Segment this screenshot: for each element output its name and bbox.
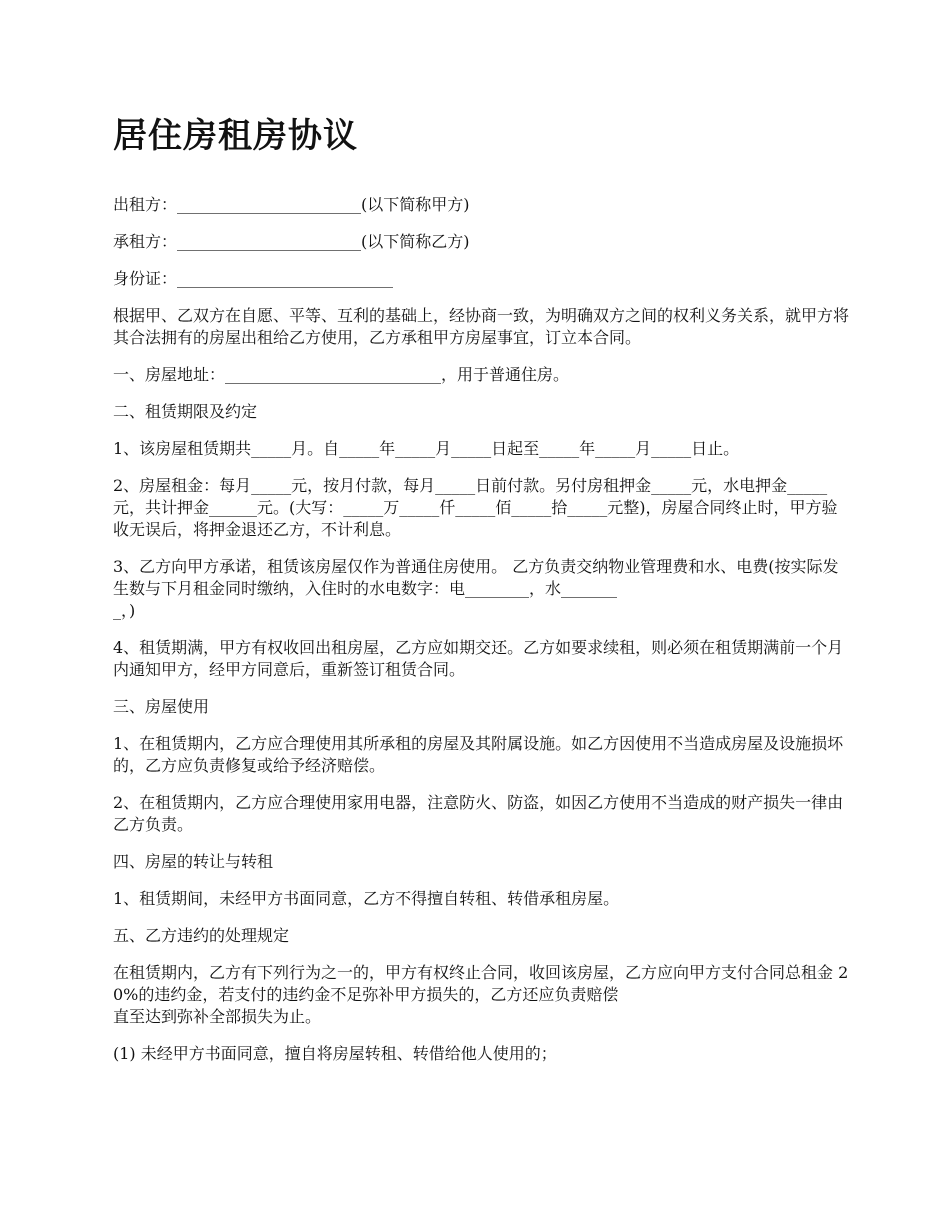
section-4-heading: 四、房屋的转让与转租 — [113, 852, 274, 871]
clause-4-1: 1、租赁期间，未经甲方书面同意，乙方不得擅自转租、转借承租房屋。 — [113, 889, 620, 908]
document-page — [113, 110, 853, 1080]
clause-2-1: 1、该房屋租赁期共_____月。自_____年_____月_____日起至_____年_____月_____日止。 — [113, 439, 740, 458]
lessor-line: 出租方：_______________________(以下简称甲方) — [113, 195, 470, 214]
preamble-paragraph: 根据甲、乙双方在自愿、平等、互利的基础上，经协商一致，为明确双方之间的权利义务关系，就甲方将其合法拥有的房屋出租给乙方使用，乙方承租甲方房屋事宜，订立本合同。 — [113, 306, 850, 347]
section-2-heading: 二、租赁期限及约定 — [113, 402, 258, 421]
document-title: 居住房租房协议 — [113, 116, 358, 156]
section-1-address: 一、房屋地址：___________________________，用于普通住房。 — [113, 365, 570, 384]
clause-2-3: 3、乙方向甲方承诺，租赁该房屋仅作为普通住房使用。 乙方负责交纳物业管理费和水、电费(按实际发生数与下月租金同时缴纳，入住时的水电数字：电________，水_______ _，) — [113, 557, 839, 620]
section-5-heading: 五、乙方违约的处理规定 — [113, 926, 290, 945]
clause-2-4: 4、租赁期满，甲方有权收回出租房屋，乙方应如期交还。乙方如要求续租，则必须在租赁期满前一个月内通知甲方，经甲方同意后，重新签订租赁合同。 — [113, 638, 844, 679]
section-3-heading: 三、房屋使用 — [113, 697, 210, 716]
clause-3-2: 2、在租赁期内，乙方应合理使用家用电器，注意防火、防盗，如因乙方使用不当造成的财产损失一律由乙方负责。 — [113, 793, 844, 834]
clause-2-2: 2、房屋租金：每月_____元，按月付款，每月_____日前付款。另付房租押金_____元，水电押金_____元，共计押金______元。(大写：_____万_____仟_____佰_____拾_____元整)，房屋合同终止时，甲方验收无误后，将押金退还乙方，不计利息。 — [113, 476, 838, 539]
clause-5-intro: 在租赁期内，乙方有下列行为之一的，甲方有权终止合同，收回该房屋，乙方应向甲方支付合同总租金 20%的违约金，若支付的违约金不足弥补甲方损失的，乙方还应负责赔偿 直至达到弥补全部损失为止。 — [113, 963, 849, 1026]
clause-5-item-1: (1) 未经甲方书面同意，擅自将房屋转租、转借给他人使用的； — [113, 1044, 557, 1063]
id-card-line: 身份证：___________________________ — [113, 269, 394, 288]
clause-3-1: 1、在租赁期内，乙方应合理使用其所承租的房屋及其附属设施。如乙方因使用不当造成房屋及设施损坏的，乙方应负责修复或给予经济赔偿。 — [113, 734, 844, 775]
lessee-line: 承租方：_______________________(以下简称乙方) — [113, 232, 470, 251]
